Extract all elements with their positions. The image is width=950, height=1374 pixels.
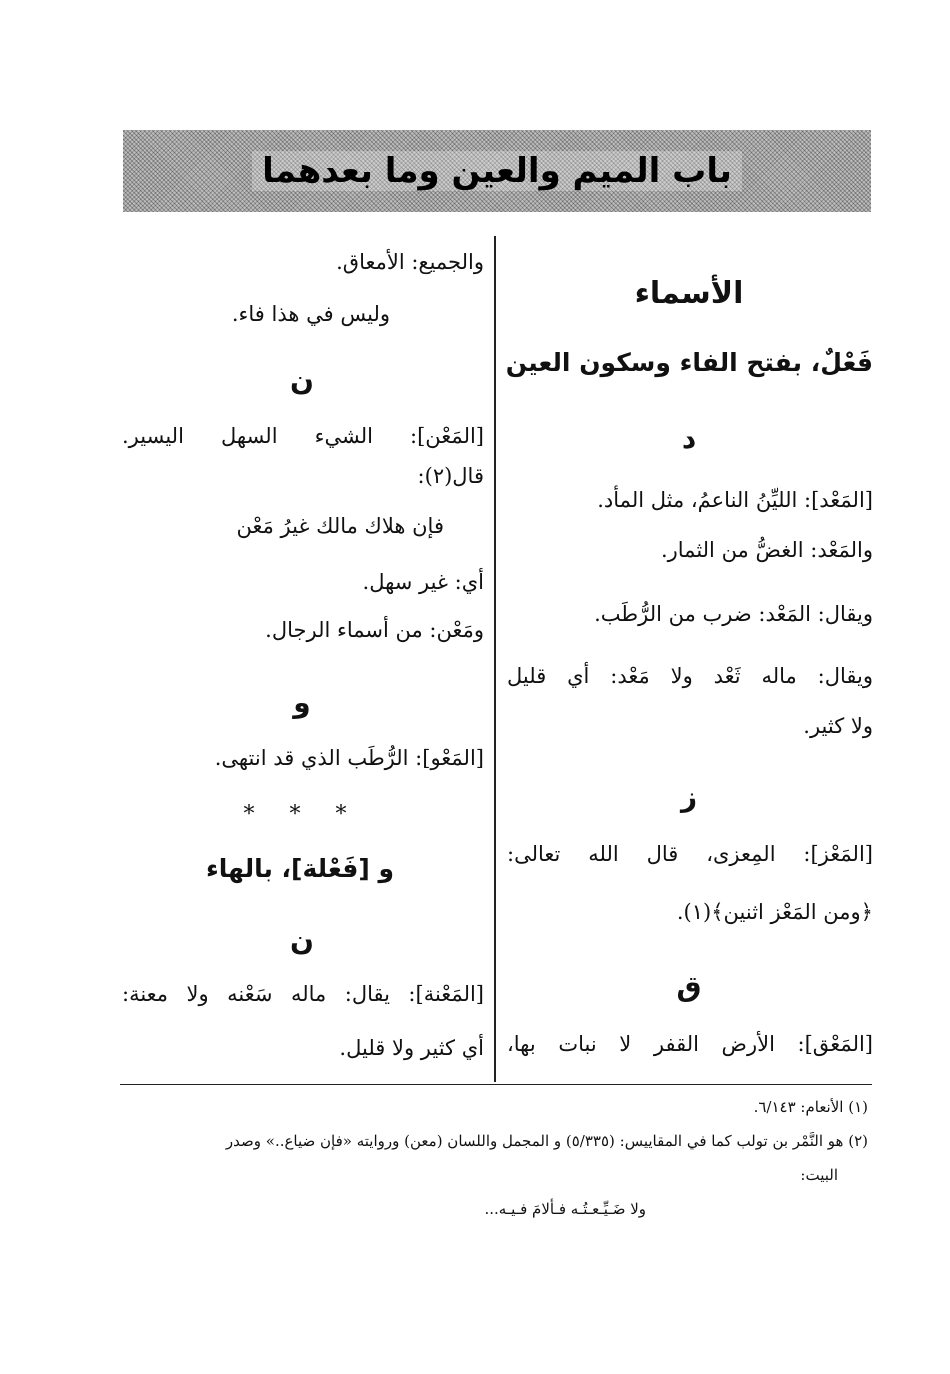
letter-heading-n2: ن — [290, 924, 314, 957]
entry-line: والمَعْد: الغضُّ من الثمار. — [660, 538, 873, 562]
right-column — [505, 236, 873, 1082]
entry-line: أي كثير ولا قليل. — [339, 1036, 484, 1060]
letter-heading-w: و — [293, 686, 311, 719]
entry-line: [المَعْنة]: يقال: ماله سَعْنه ولا معنة: — [122, 982, 484, 1006]
letter-heading-z: ز — [680, 780, 698, 813]
entry-line: وليس في هذا فاء. — [231, 302, 390, 326]
entry-line: أي: غير سهل. — [362, 570, 484, 594]
entry-line: ولا كثير. — [803, 714, 873, 738]
footnote-2: (٢) هو النَّمْر بن تولب كما في المقاييس: (٥/٣٣٥) و المجمل واللسان (معن) وروايته «فإن ضياع..» وصدر — [225, 1132, 868, 1150]
section-heading: الأسماء — [634, 276, 744, 311]
entry-line: والجميع: الأمعاق. — [336, 250, 484, 274]
column-divider — [494, 236, 496, 1082]
separator-stars: * * * — [243, 802, 361, 827]
entry-line: ويقال: ماله ثَعْد ولا مَعْد: أي قليل — [507, 664, 873, 688]
chapter-banner — [123, 130, 871, 212]
letter-heading-d: د — [681, 422, 697, 455]
entry-line: ﴿ومن المَعْز اثنين﴾(١). — [676, 900, 873, 924]
left-column — [120, 236, 484, 1082]
entry-line: [المَعْو]: الرُّطَب الذي قد انتهى. — [214, 746, 484, 770]
footnote-separator — [120, 1084, 872, 1085]
entry-line: [المَعْد]: الليِّنُ الناعمُ، مثل المأد. — [597, 488, 873, 512]
entry-line: ومَعْن: من أسماء الرجال. — [265, 618, 484, 642]
pattern-heading: فَعْلٌ، بفتح الفاء وسكون العين — [505, 348, 873, 377]
verse-line: فإن هلاك مالك غيرُ مَعْن — [236, 514, 444, 538]
letter-heading-q: ق — [676, 970, 702, 1003]
entry-line: قال(٢): — [417, 464, 484, 488]
footnote-verse: ولا ضَـيِّـعـتُـه فـألامَ فـيـه... — [484, 1200, 646, 1218]
pattern-heading: و [فَعْلة]، بالهاء — [206, 854, 394, 883]
footnote-1: (١) الأنعام: ٦/١٤٣. — [753, 1098, 868, 1116]
footnote-2-continued: البيت: — [800, 1166, 838, 1184]
letter-heading-n: ن — [290, 364, 314, 397]
chapter-title: باب الميم والعين وما بعدهما — [252, 151, 742, 191]
entry-line: [المَعْز]: المِعزى، قال الله تعالى: — [507, 842, 873, 866]
entry-line: ويقال: المَعْد: ضرب من الرُّطَب. — [594, 602, 873, 626]
entry-line: [المَعْق]: الأرض القفر لا نبات بها، — [507, 1032, 873, 1056]
entry-line: [المَعْن]: الشيء السهل اليسير. — [122, 424, 484, 448]
